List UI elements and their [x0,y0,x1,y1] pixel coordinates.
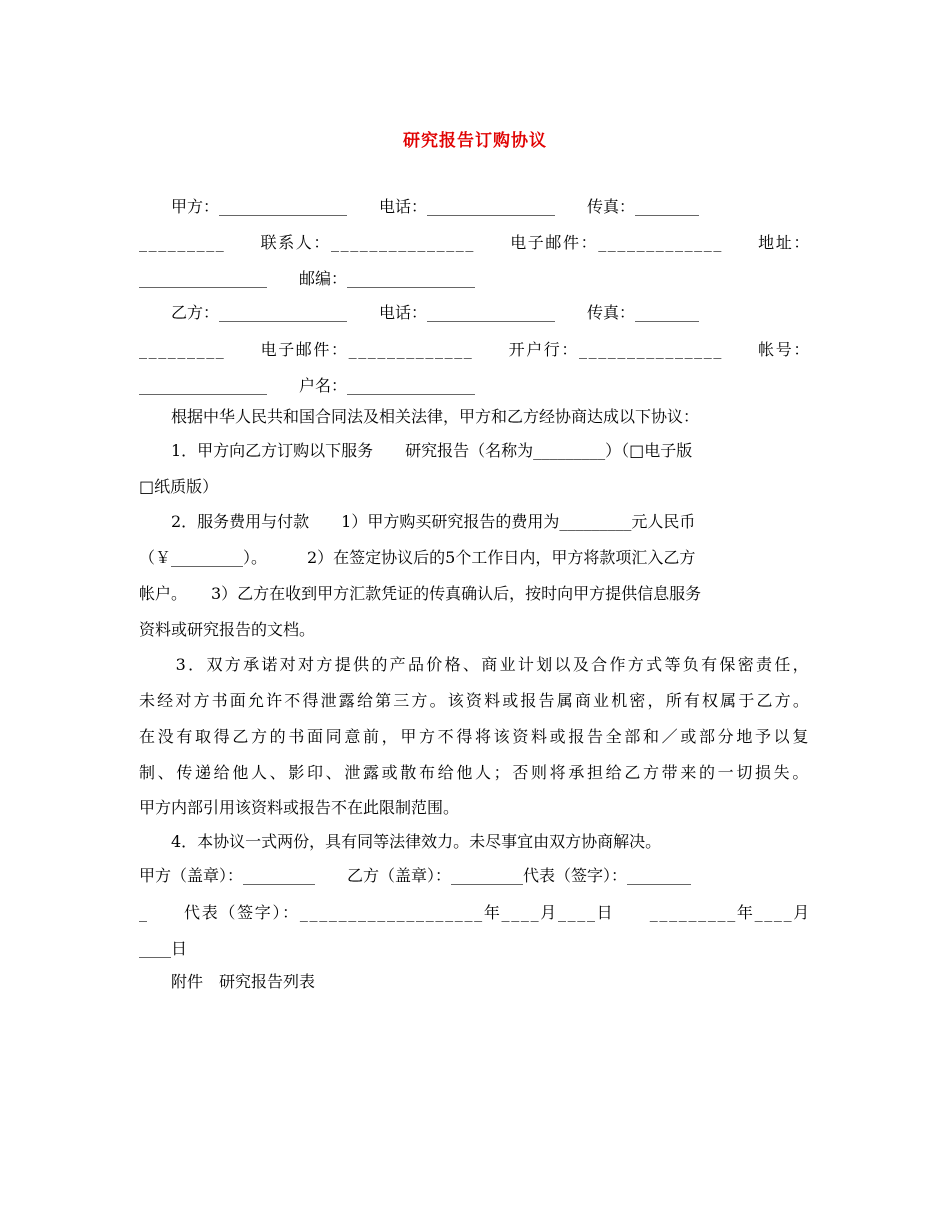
clause-2-line-4: 资料或研究报告的文档。 [139,620,316,639]
clause-4: 4．本协议一式两份，具有同等法律效力。未尽事宜由双方协商解决。 [139,832,662,851]
attachment-line: 附件 研究报告列表 [139,972,316,991]
clause-3-line-1: 3．双方承诺对对方提供的产品价格、商业计划以及合作方式等负有保密责任， [139,655,811,674]
party-a-line-3: ________________ 邮编：________________ [139,269,476,288]
intro-paragraph: 根据中华人民共和国合同法及相关法律，甲方和乙方经协商达成以下协议： [139,407,700,426]
party-a-line-2: _________ 联系人：_______________ 电子邮件：_____________ 地址： [139,233,811,252]
clause-1-line-2: □纸质版） [139,477,219,496]
signature-line-2: _ 代表（签字）：___________________年____月____日 _________年____月 [139,903,811,922]
clause-3-line-5: 甲方内部引用该资料或报告不在此限制范围。 [139,798,460,817]
clause-1-line-1: 1．甲方向乙方订购以下服务 研究报告（名称为_________）（□电子版 [139,441,693,460]
signature-line-1: 甲方（盖章）：_________ 乙方（盖章）：_________代表（签字）：________ [139,866,692,885]
clause-2-line-3: 帐户。 3）乙方在收到甲方汇款凭证的传真确认后，按时向甲方提供信息服务 [139,584,702,603]
party-b-line-2: _________ 电子邮件：_____________ 开户行：_______________ 帐号： [139,340,811,359]
party-a-line-1: 甲方：________________ 电话：________________ 传真：________ [139,197,700,216]
document-title: 研究报告订购协议 [403,131,547,151]
party-b-line-3: ________________ 户名：________________ [139,376,476,395]
clause-3-line-2: 未经对方书面允许不得泄露给第三方。该资料或报告属商业机密，所有权属于乙方。 [139,691,811,710]
clause-3-line-4: 制、传递给他人、影印、泄露或散布给他人；否则将承担给乙方带来的一切损失。 [139,763,811,782]
clause-2-line-2: （￥_________）。 2）在签定协议后的5个工作日内，甲方将款项汇入乙方 [139,548,696,567]
clause-2-line-1: 2．服务费用与付款 1）甲方购买研究报告的费用为_________元人民币 [139,512,696,531]
party-b-line-1: 乙方：________________ 电话：________________ 传真：________ [139,303,700,322]
signature-line-3: ____日 [139,939,188,958]
clause-3-line-3: 在没有取得乙方的书面同意前，甲方不得将该资料或报告全部和／或部分地予以复 [139,727,811,746]
